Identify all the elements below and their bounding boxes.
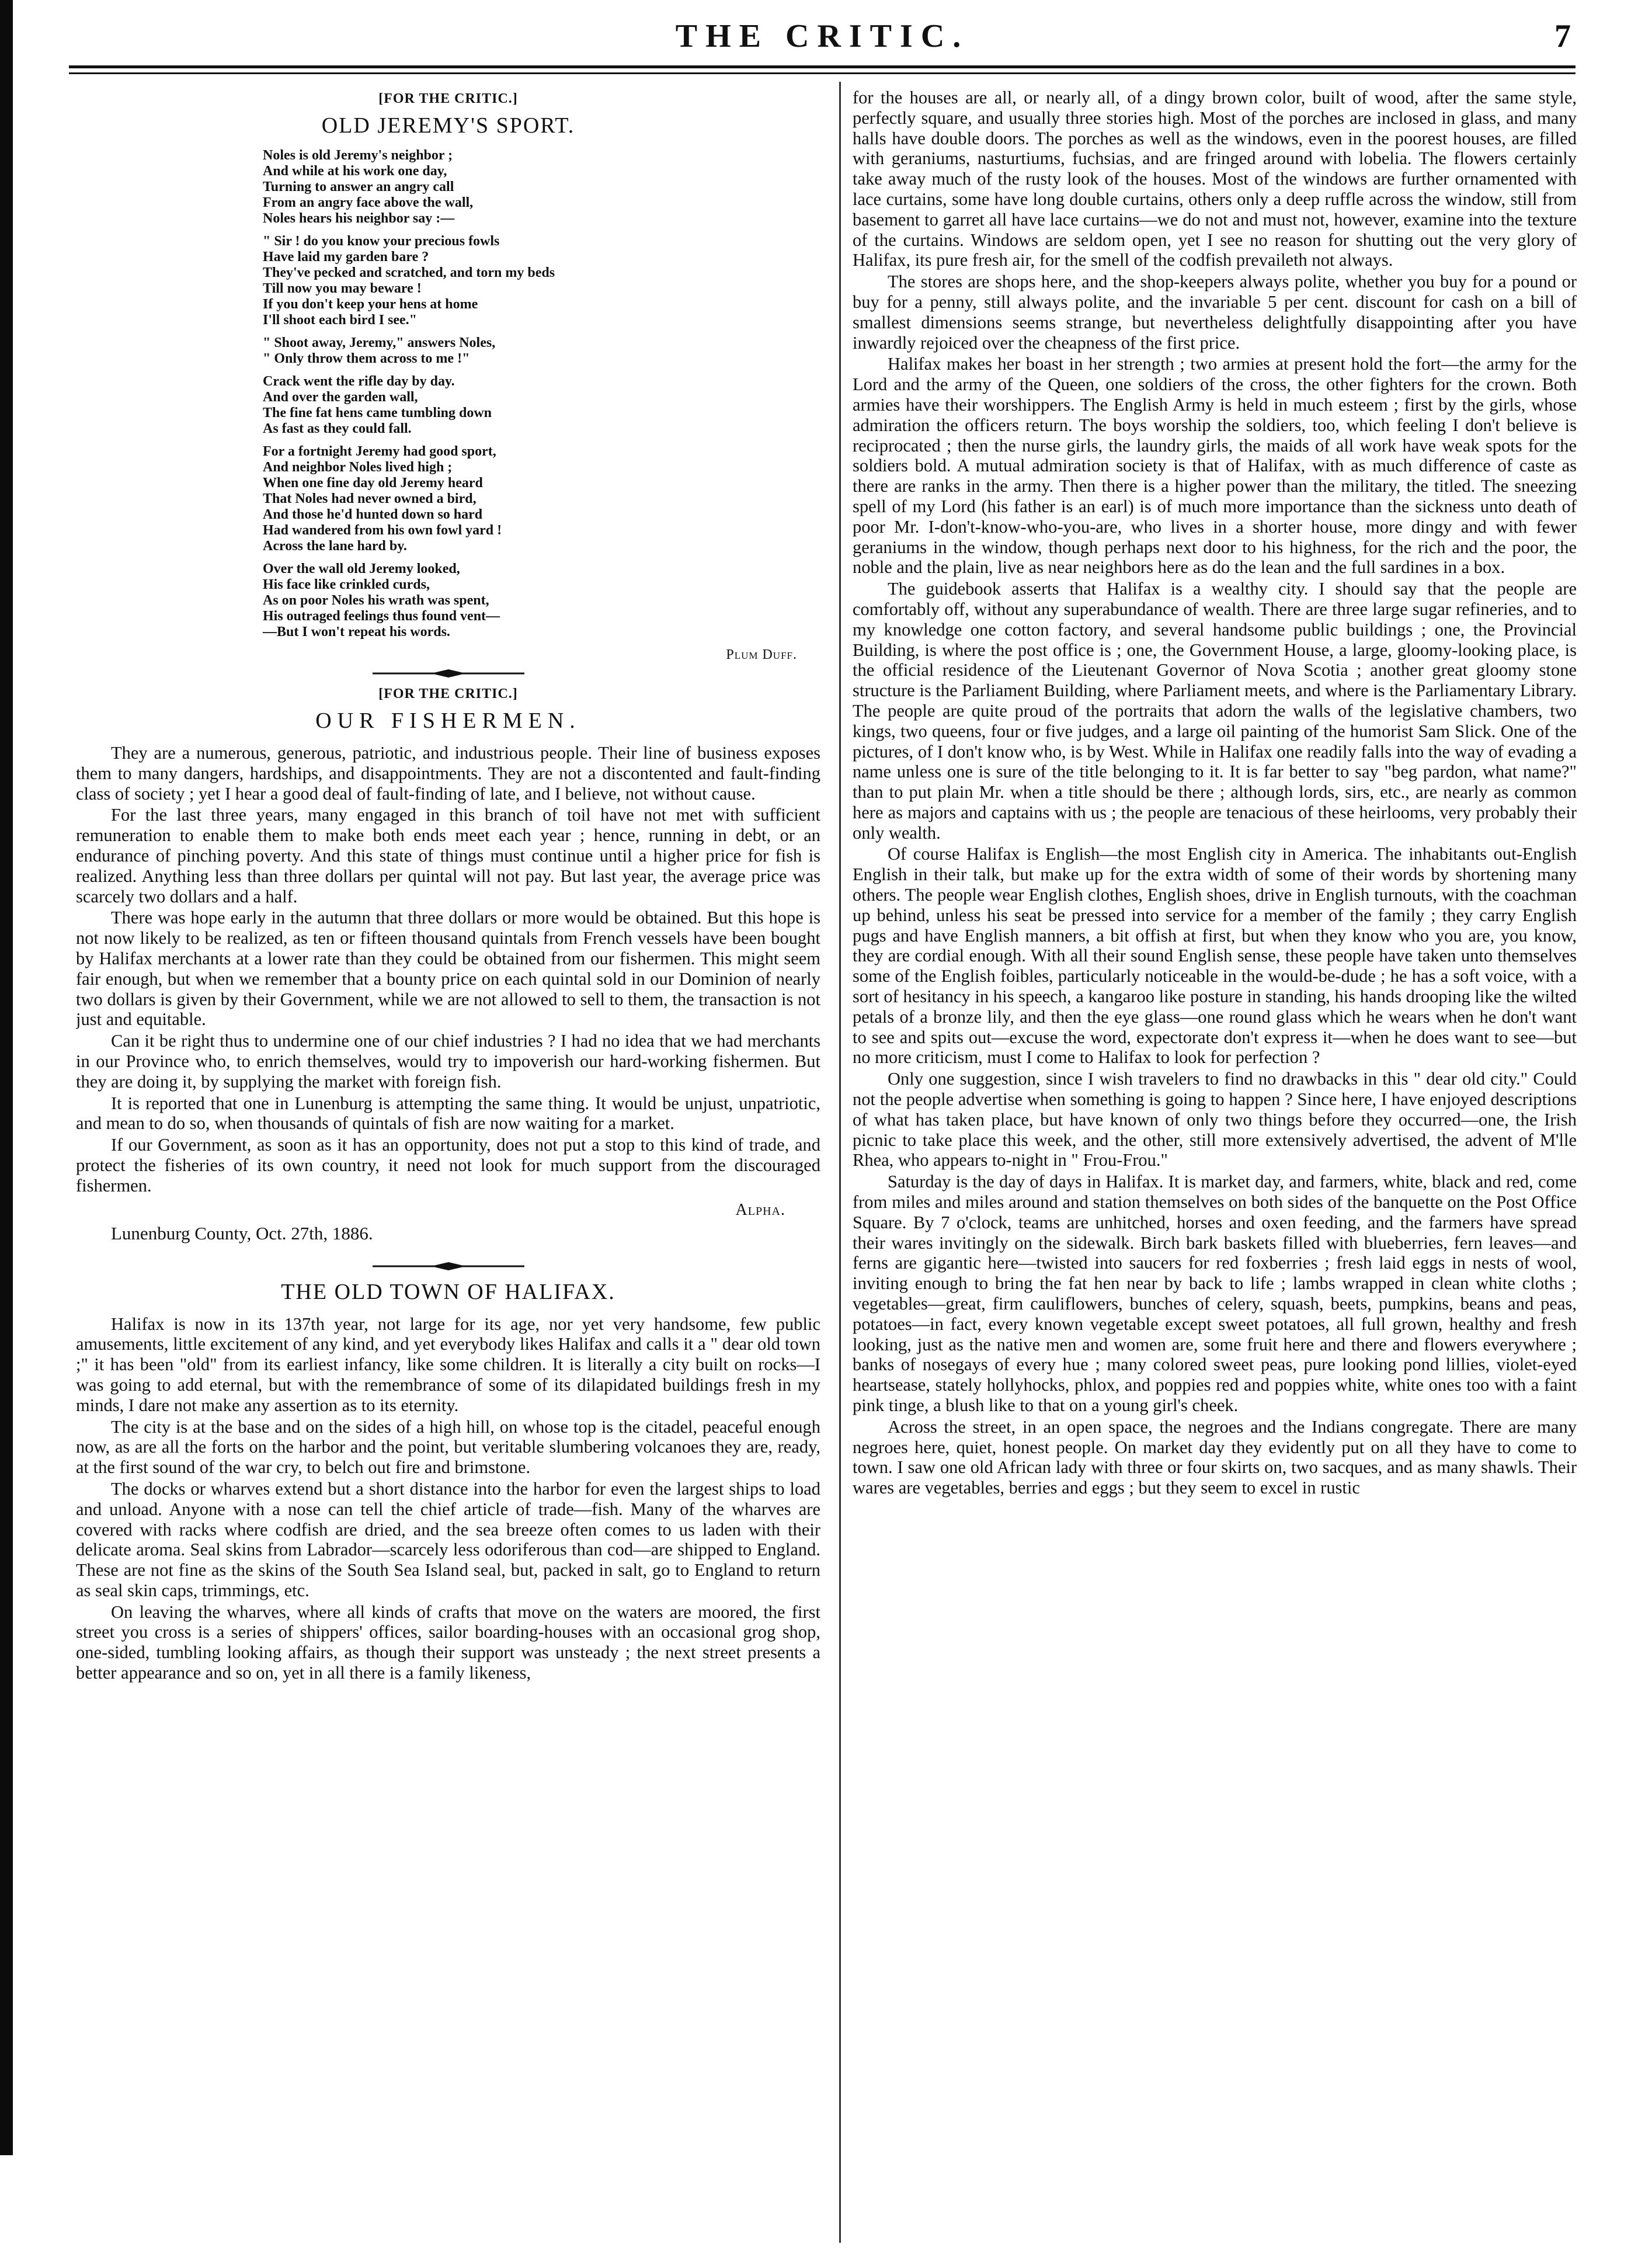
halifax-paragraph: Across the street, in an open space, the negroes and the Indians congregate. There are many negroes here, quiet, honest people. On market day they evidently put on all they have to come to town. I saw one old African lady with three or four skirts on, two sacques, and as many shawls. Their wares are vegetables, berries and eggs ; but they seem to excel in rustic: [853, 1416, 1577, 1498]
fishermen-dateline: Lunenburg County, Oct. 27th, 1886.: [111, 1222, 373, 1243]
halifax-paragraph: Halifax makes her boast in her strength ; two armies at present hold the fort—the army for the Lord and the army of the Queen, one soldiers of the cross, the other fighters for the crown. Both armies have their worshippers. The English Army is held in much esteem ; first by the girls, whose admiration the officers return. The boys worship the soldiers, too, which feeling I don't believe is reciprocated ; then the nurse girls, the laundry girls, the maids of all work have weak spots for the soldiers bold. A mutual admiration society is that of Halifax, with as much difference of caste as there are ranks in the army. Then there is a higher power than the military, the titled. The sneezing spell of my Lord (his father is an earl) is of much more importance than the sickness unto death of poor Mr. I-don't-know-who-you-are, who lives in a shorter house, more dingy and with fewer geraniums in the window, though perhaps next door to his highness, for the rich and the poor, the noble and the plain, live as near neighbors here as do the lean and the full sardines in a box.: [853, 354, 1577, 578]
masthead-rule-thin: [69, 72, 1576, 74]
halifax-paragraph: The city is at the base and on the sides of a high hill, on whose top is the citadel, peaceful enough now, as are all the forts on the harbor and the point, but veritable slumbering volcanoes they are, ready, at the first sound of the war cry, to belch out fire and brimstone.: [76, 1416, 820, 1478]
poem-line: Had wandered from his own fowl yard !: [263, 523, 502, 538]
halifax-paragraph: Saturday is the day of days in Halifax. It is market day, and farmers, white, black and red, come from miles and miles around and station themselves on both sides of the banquette on the Post Office Square. By 7 o'clock, teams are unhitched, horses and oxen feeding, and the farmers have spread their wares invitingly on the sidewalk. Birch bark baskets filled with blueberries, fern leaves—and ferns are gigantic here—twisted into saucers for red foxberries ; fresh laid eggs in nests of wool, inviting enough to bring the fat hen near by back to life ; lambs wrapped in clean white cloths ; vegetables—great, firm cauliflowers, bunches of celery, squash, beets, pumpkins, beans and peas, potatoes—in fact, every known vegetable except sweet potatoes, all full grown, healthy and fresh looking, just as the native men and women are, some fruit here and there and flowers everywhere ; banks of nosegays of every hue ; many colored sweet peas, pure looking pond lillies, violet-eyed heartsease, stately hollyhocks, phlox, and poppies red and poppies white, white ones too with a faint pink tinge, a blush like to that on a young girl's cheek.: [853, 1172, 1577, 1415]
poem-line: " Sir ! do you know your precious fowls: [263, 234, 500, 249]
poem-line: They've pecked and scratched, and torn my beds: [263, 265, 555, 280]
poem-line: And over the garden wall,: [263, 390, 418, 405]
poem-line: Crack went the rifle day by day.: [263, 374, 455, 389]
section-ornament-icon: [373, 669, 524, 678]
fishermen-paragraph: There was hope early in the autumn that three dollars or more would be obtained. But this hope is not now likely to be realized, as ten or fifteen thousand quintals from French vessels have been bought by Halifax merchants at a lower rate than they could be obtained from our fishermen. This might seem fair enough, but when we remember that a bounty price on each quintal sold in our Dominion of nearly two dollars is given by their Government, while we are not allowed to sell to them, the transaction is not just and equitable.: [76, 908, 820, 1030]
jeremy-title: OLD JEREMY'S SPORT.: [321, 113, 575, 138]
poem-line: And those he'd hunted down so hard: [263, 507, 483, 522]
poem-line: I'll shoot each bird I see.": [263, 312, 417, 328]
fishermen-paragraph: It is reported that one in Lunenburg is attempting the same thing. It would be unjust, unpatriotic, and mean to do so, when thousands of quintals of fish are now waiting for a market.: [76, 1093, 820, 1134]
fishermen-signature: Alpha.: [735, 1200, 785, 1219]
poem-line: Over the wall old Jeremy looked,: [263, 561, 460, 576]
poem-line: —But I won't repeat his words.: [263, 624, 450, 640]
poem-line: When one fine day old Jeremy heard: [263, 475, 483, 491]
fishermen-title: OUR FISHERMEN.: [315, 708, 581, 733]
jeremy-poem: [263, 148, 707, 640]
poem-line: Noles hears his neighbor say :—: [263, 211, 455, 226]
poem-line: Till now you may beware !: [263, 281, 422, 296]
fishermen-paragraph: If our Government, as soon as it has an opportunity, does not put a stop to this kind of trade, and protect the fisheries of its own country, it need not look for much support from the discouraged fishermen.: [76, 1135, 820, 1196]
masthead-title: THE CRITIC.: [675, 18, 969, 54]
poem-line: That Noles had never owned a bird,: [263, 491, 477, 506]
column-separator: [839, 82, 841, 2243]
jeremy-source-line: [FOR THE CRITIC.]: [378, 91, 518, 106]
poem-line: His outraged feelings thus found vent—: [263, 609, 500, 624]
section-ornament-icon: [373, 1262, 524, 1271]
poem-line: If you don't keep your hens at home: [263, 297, 478, 312]
halifax-paragraph: Halifax is now in its 137th year, not large for its age, nor yet very handsome, few public amusements, little excitement of any kind, and yet everybody likes Halifax and calls it a " dear old town ;" it has been "old" from its earliest infancy, like some children. It is literally a city built on rocks—I was going to add eternal, but with the remembrance of some of its dilapidated buildings fresh in my minds, I dare not make any assertion as to its eternity.: [76, 1314, 820, 1415]
poem-stanza: [263, 148, 707, 227]
masthead: [69, 18, 1576, 64]
scan-edge-bar: [0, 0, 13, 2155]
fishermen-source-line: [FOR THE CRITIC.]: [378, 686, 518, 701]
poem-line: As on poor Noles his wrath was spent,: [263, 593, 489, 608]
halifax-paragraph: The guidebook asserts that Halifax is a wealthy city. I should say that the people are comfortably off, without any superabundance of wealth. There are three large sugar refineries, and to my knowledge one cotton factory, and several handsome public buildings ; one, the Provincial Building, is where the post office is ; one, the Government House, a large, gloomy-looking place, is the official residence of the Lieutenant Governor of Nova Scotia ; another great gloomy stone structure is the Parliament Building, where Parliament meets, and where is the Parliamentary Library. The people are quite proud of the portraits that adorn the walls of the legislative chambers, two kings, two queens, four or five judges, and a large oil painting of the humorist Sam Slick. One of the pictures, of I don't know who, is by West. While in Halifax one readily falls into the way of evading a name unless one is sure of the title belonging to it. It is far better to say "beg pardon, what name?" than to put plain Mr. when a title should be there ; although lords, sirs, etc., are nearly as common here as majors and captains with us ; the people are tenacious of these heirlooms, very probably their only wealth.: [853, 579, 1577, 843]
halifax-paragraph: for the houses are all, or nearly all, of a dingy brown color, built of wood, after the same style, perfectly square, and usually three stories high. Most of the porches are inclosed in glass, and many halls have double doors. The porches as well as the windows, even in the poorest houses, are filled with geraniums, nasturtiums, fuchsias, and are fringed around with lobelia. The flowers certainly take away much of the rusty look of the houses. Most of the windows are further ornamented with lace curtains, some have long double curtains, others only a deep ruffle across the window, still from basement to garret all have lace curtains—we do not and must not, however, examine into the texture of the curtains. Windows are seldom open, yet I see no reason for shutting out the very glory of Halifax, its pure fresh air, for the smell of the codfish prevaileth not always.: [853, 88, 1577, 270]
masthead-rule-thick: [69, 65, 1576, 68]
left-column: [76, 88, 820, 2249]
poem-stanza: [263, 234, 707, 328]
poem-line: His face like crinkled curds,: [263, 577, 430, 592]
halifax-paragraph: Only one suggestion, since I wish travelers to find no drawbacks in this " dear old city." Could not the people advertise when something is going to happen ? Since here, I have enjoyed descriptions of what has taken place, but have known of only two things before they occurred—one, the Irish picnic to take place this week, and the other, still more extensively advertised, the advent of M'lle Rhea, who appears to-night in " Frou-Frou.": [853, 1069, 1577, 1170]
fishermen-paragraph: For the last three years, many engaged in this branch of toil have not met with sufficient remuneration to enable them to make both ends meet each year ; hence, running in debt, or an endurance of pinching poverty. And this state of things must continue until a higher price for fish is realized. Anything less than three dollars per quintal will not pay. But last year, the average price was scarcely two dollars and a half.: [76, 805, 820, 906]
halifax-paragraph: Of course Halifax is English—the most English city in America. The inhabitants out-English English in their talk, but make up for the extra width of some of their words by shortening many others. The people wear English clothes, English shoes, drive in English turnouts, with the coachman up behind, unless his seat be pressed into service for a member of the family ; they carry English pugs and have English manners, a bit offish at first, but when they know who you are, you know, they are cordial enough. With all their sound English sense, these people have taken unto themselves some of the English foibles, particularly noticeable in the would-be-dude ; he has a soft voice, with a sort of hesitancy in his speech, a kangaroo like posture in standing, his hands drooping like the wilted petals of a bronze lily, and then the eye glass—one round glass which he wears when he don't want to see and spits out—excuse the word, expectorate don't express it—when he does want to see—but no more criticism, must I come to Halifax to look for perfection ?: [853, 844, 1577, 1068]
poem-line: And neighbor Noles lived high ;: [263, 460, 453, 475]
poem-line: As fast as they could fall.: [263, 421, 412, 436]
page-number: 7: [1554, 18, 1571, 54]
fishermen-paragraph: Can it be right thus to undermine one of our chief industries ? I had no idea that we had merchants in our Province who, to enrich themselves, would try to impoverish our hard-working fishermen. But they are doing it, by supplying the market with foreign fish.: [76, 1031, 820, 1092]
poem-line: Have laid my garden bare ?: [263, 249, 429, 265]
halifax-paragraph: On leaving the wharves, where all kinds of crafts that move on the waters are moored, the first street you cross is a series of shippers' offices, sailor boarding-houses with an occasional grog shop, one-sided, tumbling looking affairs, as though their support was unsteady ; the next street presents a better appearance and so on, yet in all there is a family likeness,: [76, 1602, 820, 1683]
poem-line: The fine fat hens came tumbling down: [263, 405, 492, 421]
halifax-title: THE OLD TOWN OF HALIFAX.: [281, 1279, 615, 1304]
poem-line: Noles is old Jeremy's neighbor ;: [263, 148, 453, 163]
poem-line: Turning to answer an angry call: [263, 179, 454, 194]
halifax-paragraph: The stores are shops here, and the shop-keepers always polite, whether you buy for a pound or buy for a penny, still always polite, and the invariable 5 per cent. discount for cash on a bill of smallest dimensions seems strange, but nevertheless delightfully disappointing after you have inwardly rejoiced over the cheapness of the first price.: [853, 272, 1577, 353]
halifax-paragraph: The docks or wharves extend but a short distance into the harbor for even the largest ships to load and unload. Anyone with a nose can tell the chief article of trade—fish. Many of the wharves are covered with racks where codfish are dried, and the sea breeze often comes to us laden with their delicate aroma. Seal skins from Labrador—scarcely less odoriferous than cod—are shipped to England. These are not fine as the skins of the South Sea Island seal, but, packed in salt, go to England to return as seal skin caps, trimmings, etc.: [76, 1478, 820, 1600]
poem-line: And while at his work one day,: [263, 164, 447, 179]
poem-stanza: [263, 561, 707, 640]
poem-stanza: [263, 335, 707, 367]
poem-line: " Only throw them across to me !": [263, 351, 470, 366]
poem-stanza: [263, 374, 707, 437]
poem-line: For a fortnight Jeremy had good sport,: [263, 444, 496, 459]
poem-line: Across the lane hard by.: [263, 539, 407, 554]
fishermen-paragraph: They are a numerous, generous, patriotic, and industrious people. Their line of business exposes them to many dangers, hardships, and disappointments. They are not a discontented and fault-finding class of society ; yet I hear a good deal of fault-finding of late, and I believe, not without cause.: [76, 743, 820, 804]
poem-line: " Shoot away, Jeremy," answers Noles,: [263, 335, 496, 350]
poem-line: From an angry face above the wall,: [263, 195, 474, 210]
right-column: [853, 88, 1577, 2249]
jeremy-signature: Plum Duff.: [726, 647, 797, 662]
poem-stanza: [263, 444, 707, 554]
